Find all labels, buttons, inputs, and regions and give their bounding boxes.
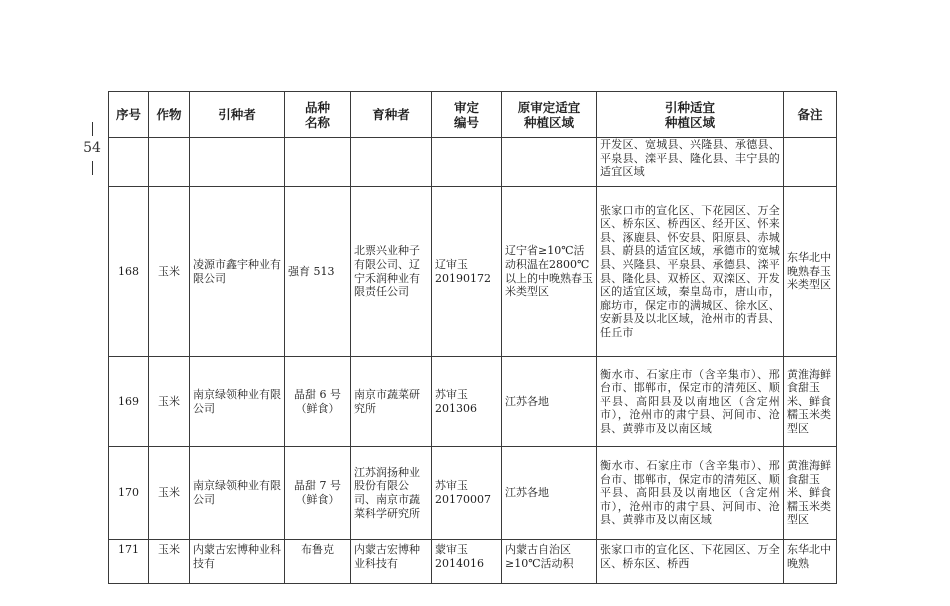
cell-variety: 布鲁克 bbox=[285, 540, 351, 584]
cell-note bbox=[784, 138, 837, 187]
cell-original-region: 内蒙古自治区≥10℃活动积 bbox=[502, 540, 597, 584]
header-intro-region: 引种适宜 种植区域 bbox=[597, 92, 784, 138]
cell-approval-code: 蒙审玉 2014016 bbox=[432, 540, 502, 584]
cell-original-region: 江苏各地 bbox=[502, 357, 597, 447]
cell-introducer: 内蒙古宏博种业科技有 bbox=[190, 540, 285, 584]
cell-breeder bbox=[351, 138, 432, 187]
cell-serial-no bbox=[109, 138, 149, 187]
header-introducer: 引种者 bbox=[190, 92, 285, 138]
header-breeder: 育种者 bbox=[351, 92, 432, 138]
cell-original-region: 江苏各地 bbox=[502, 447, 597, 540]
cell-variety: 晶甜 7 号（鲜食） bbox=[285, 447, 351, 540]
cell-breeder: 南京市蔬菜研究所 bbox=[351, 357, 432, 447]
header-approval-code: 审定 编号 bbox=[432, 92, 502, 138]
cell-crop: 玉米 bbox=[149, 540, 190, 584]
cell-intro-region: 衡水市、石家庄市（含辛集市）、邢台市、邯郸市，保定市的清苑区、顺平县、高阳县及以南地区（含定州市），沧州市的肃宁县、河间市、沧县、黄骅市及以南区域 bbox=[597, 357, 784, 447]
header-crop: 作物 bbox=[149, 92, 190, 138]
page-number-dash-bottom bbox=[92, 161, 93, 175]
cell-introducer: 南京绿领种业有限公司 bbox=[190, 357, 285, 447]
cell-crop bbox=[149, 138, 190, 187]
cell-note: 黄淮海鲜食甜玉米、鲜食糯玉米类型区 bbox=[784, 447, 837, 540]
cell-introducer: 凌源市鑫宇种业有限公司 bbox=[190, 187, 285, 357]
table-row bbox=[109, 357, 837, 447]
page-number-dash-top bbox=[92, 122, 93, 136]
cell-variety: 强育 513 bbox=[285, 187, 351, 357]
table-row bbox=[109, 447, 837, 540]
cell-original-region: 辽宁省≥10℃活动积温在2800℃以上的中晚熟春玉米类型区 bbox=[502, 187, 597, 357]
cell-serial-no: 171 bbox=[109, 540, 149, 584]
table-row-continued bbox=[109, 138, 837, 187]
cell-note: 东华北中晚熟春玉米类型区 bbox=[784, 187, 837, 357]
cell-approval-code: 苏审玉 20170007 bbox=[432, 447, 502, 540]
cell-note: 东华北中晚熟 bbox=[784, 540, 837, 584]
cell-crop: 玉米 bbox=[149, 447, 190, 540]
header-note: 备注 bbox=[784, 92, 837, 138]
cell-breeder: 江苏润扬种业股份有限公司、南京市蔬菜科学研究所 bbox=[351, 447, 432, 540]
cell-intro-region: 衡水市、石家庄市（含辛集市）、邢台市、邯郸市，保定市的清苑区、顺平县、高阳县及以南地区（含定州市），沧州市的肃宁县、河间市、沧县、黄骅市及以南区域 bbox=[597, 447, 784, 540]
table-row bbox=[109, 187, 837, 357]
cell-serial-no: 169 bbox=[109, 357, 149, 447]
cell-introducer: 南京绿领种业有限公司 bbox=[190, 447, 285, 540]
header-original-region: 原审定适宜 种植区域 bbox=[502, 92, 597, 138]
cell-serial-no: 170 bbox=[109, 447, 149, 540]
cell-crop: 玉米 bbox=[149, 187, 190, 357]
header-serial-no: 序号 bbox=[109, 92, 149, 138]
table-row bbox=[109, 540, 837, 584]
page-number bbox=[80, 118, 104, 179]
cell-serial-no: 168 bbox=[109, 187, 149, 357]
cell-approval-code bbox=[432, 138, 502, 187]
cell-crop: 玉米 bbox=[149, 357, 190, 447]
cell-original-region bbox=[502, 138, 597, 187]
cell-breeder: 内蒙古宏博种业科技有 bbox=[351, 540, 432, 584]
cell-approval-code: 苏审玉 201306 bbox=[432, 357, 502, 447]
cell-note: 黄淮海鲜食甜玉米、鲜食糯玉米类型区 bbox=[784, 357, 837, 447]
cell-intro-region: 张家口市的宣化区、下花园区、万全区、桥东区、桥西 bbox=[597, 540, 784, 584]
page-number-text: 54 bbox=[83, 140, 101, 156]
cell-intro-region: 张家口市的宣化区、下花园区、万全区、桥东区、桥西区、经开区、怀来县、涿鹿县、怀安县、阳原县、赤城县、蔚县的适宜区域，承德市的宽城县、兴隆县、平泉县、承德县、滦平县、隆化县、双桥区、双滦区、开发区的适宜区域，秦皇岛市，唐山市，廊坊市，保定市的满城区、徐水区、安新县及以北区域，沧州市的青县、任丘市 bbox=[597, 187, 784, 357]
cell-variety: 晶甜 6 号（鲜食） bbox=[285, 357, 351, 447]
cell-variety bbox=[285, 138, 351, 187]
table-header-row bbox=[109, 92, 837, 138]
cell-intro-region: 开发区、宽城县、兴隆县、承德县、平泉县、滦平县、隆化县、丰宁县的适宜区域 bbox=[597, 138, 784, 187]
cell-introducer bbox=[190, 138, 285, 187]
header-variety-name: 品种 名称 bbox=[285, 92, 351, 138]
cell-approval-code: 辽审玉 20190172 bbox=[432, 187, 502, 357]
variety-table bbox=[108, 91, 837, 584]
cell-breeder: 北票兴业种子有限公司、辽宁禾润种业有限责任公司 bbox=[351, 187, 432, 357]
